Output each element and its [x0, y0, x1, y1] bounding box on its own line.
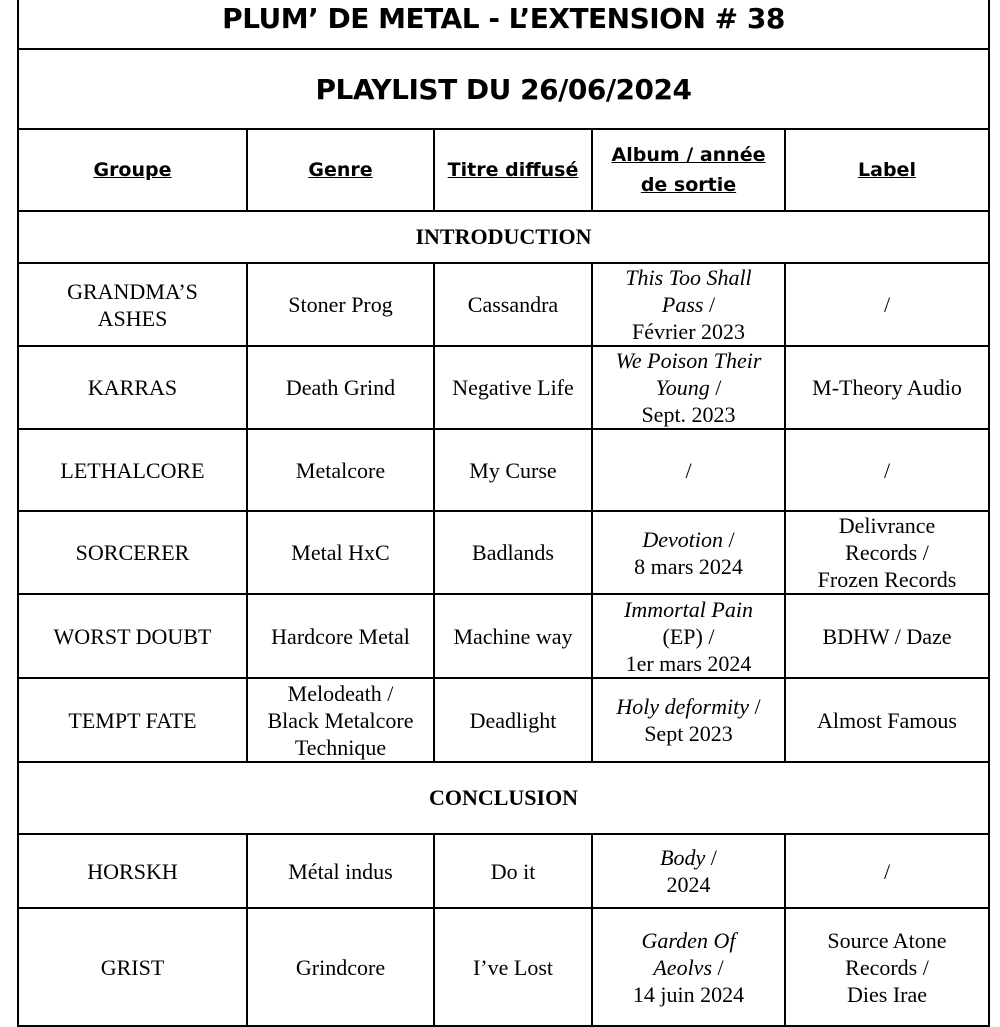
cell-genre	[247, 346, 434, 429]
cell-line: Grindcore	[295, 954, 386, 980]
page-title: PLUM’ DE METAL - L’EXTENSION # 38	[18, 0, 989, 49]
cell-line: We Poison Their	[615, 348, 762, 373]
cell-label	[785, 511, 989, 594]
cell-titre	[434, 346, 592, 429]
cell-line: Holy deformity	[616, 694, 749, 719]
cell-line: Melodeath /	[287, 680, 394, 706]
cell-line: Sept 2023	[644, 721, 733, 746]
cell-line: Metalcore	[295, 457, 386, 483]
cell-line: Dies Irae	[847, 981, 928, 1007]
cell-line: Métal indus	[288, 858, 393, 884]
cell-line: Février 2023	[631, 319, 746, 344]
cell-label	[785, 678, 989, 762]
cell-groupe	[18, 263, 247, 346]
cell-genre	[247, 678, 434, 762]
cell-line: Technique	[294, 734, 387, 760]
cell-titre	[434, 263, 592, 346]
cell-line: 8 mars 2024	[634, 553, 743, 579]
table-row	[18, 908, 989, 1026]
cell-line: Deadlight	[469, 707, 557, 733]
table-row	[18, 346, 989, 429]
table-row	[18, 594, 989, 678]
table-row	[18, 834, 989, 908]
cell-label	[785, 594, 989, 678]
cell-label	[785, 429, 989, 511]
album-header-line1: Album / année	[611, 144, 766, 166]
cell-line: Machine way	[453, 623, 573, 649]
cell-line: /	[883, 858, 891, 884]
section-conclusion: CONCLUSION	[18, 762, 989, 834]
cell-label	[785, 834, 989, 908]
playlist-page	[17, 0, 988, 1027]
cell-line: Records /	[845, 954, 929, 980]
cell-line: Do it	[490, 858, 536, 884]
column-header-groupe: Groupe	[18, 129, 247, 211]
section-introduction: INTRODUCTION	[18, 211, 989, 263]
cell-album: Holy deformity / Sept 2023	[592, 678, 785, 762]
cell-line: Hardcore Metal	[271, 623, 410, 649]
cell-album	[592, 429, 785, 511]
cell-genre	[247, 834, 434, 908]
cell-line: Garden Of	[641, 927, 736, 953]
cell-titre	[434, 511, 592, 594]
cell-genre	[247, 511, 434, 594]
cell-line: Body	[660, 845, 706, 870]
cell-line: Source Atone	[827, 927, 947, 953]
cell-line: Young	[655, 375, 710, 400]
cell-groupe	[18, 346, 247, 429]
cell-label	[785, 908, 989, 1026]
cell-groupe	[18, 429, 247, 511]
cell-line: Immortal Pain	[624, 596, 753, 622]
cell-titre	[434, 594, 592, 678]
cell-line: Aeolvs	[653, 954, 713, 980]
cell-titre	[434, 429, 592, 511]
cell-line: I’ve Lost	[472, 954, 554, 980]
cell-genre	[247, 429, 434, 511]
cell-line: Death Grind	[285, 375, 396, 400]
cell-line: TEMPT FATE	[68, 707, 197, 733]
cell-genre	[247, 594, 434, 678]
cell-line: M-Theory Audio	[812, 375, 962, 400]
cell-groupe	[18, 511, 247, 594]
cell-line: SORCERER	[75, 540, 190, 565]
column-header-titre: Titre diffusé	[434, 129, 592, 211]
table-row	[18, 678, 989, 762]
cell-line: Frozen Records	[817, 567, 957, 592]
cell-genre	[247, 908, 434, 1026]
cell-album: Devotion / 8 mars 2024	[592, 511, 785, 594]
table-row	[18, 429, 989, 511]
cell-line: Records /	[845, 540, 929, 565]
cell-groupe	[18, 834, 247, 908]
cell-line: Negative Life	[452, 375, 574, 400]
cell-line: (EP) /	[662, 623, 715, 649]
cell-groupe	[18, 594, 247, 678]
column-header-label: Label	[785, 129, 989, 211]
cell-album: Garden Of Aeolvs / 14 juin 2024	[592, 908, 785, 1026]
cell-line: /	[685, 457, 692, 483]
cell-line: /	[883, 292, 891, 317]
cell-line: My Curse	[469, 457, 557, 483]
cell-line: HORSKH	[87, 858, 178, 884]
cell-album: Body / 2024	[592, 834, 785, 908]
cell-line: Stoner Prog	[288, 292, 393, 317]
album-header-line2: de sortie	[640, 174, 737, 196]
cell-line: This Too Shall	[625, 265, 752, 290]
cell-line: Black Metalcore	[267, 707, 414, 733]
cell-line: GRANDMA’S	[67, 278, 198, 304]
cell-line: BDHW / Daze	[822, 623, 952, 649]
cell-line: KARRAS	[87, 375, 178, 400]
cell-line: Metal HxC	[291, 540, 390, 565]
cell-label	[785, 263, 989, 346]
cell-line: Delivrance	[838, 513, 936, 538]
cell-line: WORST DOUBT	[53, 623, 212, 649]
table-row	[18, 263, 989, 346]
cell-genre	[247, 263, 434, 346]
cell-album: We Poison Their Young / Sept. 2023	[592, 346, 785, 429]
cell-album	[592, 594, 785, 678]
cell-label	[785, 346, 989, 429]
cell-line: Badlands	[472, 540, 554, 565]
cell-line: /	[883, 457, 891, 483]
cell-album: This Too Shall Pass / Février 2023	[592, 263, 785, 346]
cell-titre	[434, 834, 592, 908]
column-header-genre: Genre	[247, 129, 434, 211]
cell-line: Almost Famous	[817, 707, 957, 733]
playlist-date-title: PLAYLIST DU 26/06/2024	[18, 49, 989, 129]
playlist-table	[17, 0, 990, 1027]
cell-line: Cassandra	[467, 292, 559, 317]
cell-line: Devotion	[642, 526, 724, 552]
cell-line: GRIST	[100, 954, 165, 980]
cell-titre	[434, 908, 592, 1026]
cell-line: LETHALCORE	[60, 457, 205, 483]
cell-line: ASHES	[97, 305, 168, 331]
cell-line: 1er mars 2024	[625, 650, 752, 676]
column-header-album	[592, 129, 785, 211]
cell-groupe	[18, 908, 247, 1026]
cell-titre	[434, 678, 592, 762]
cell-line: Sept. 2023	[641, 402, 736, 427]
cell-groupe	[18, 678, 247, 762]
table-row	[18, 511, 989, 594]
cell-line: 14 juin 2024	[632, 981, 745, 1007]
cell-line: Pass	[661, 292, 704, 317]
cell-line: 2024	[666, 872, 711, 897]
